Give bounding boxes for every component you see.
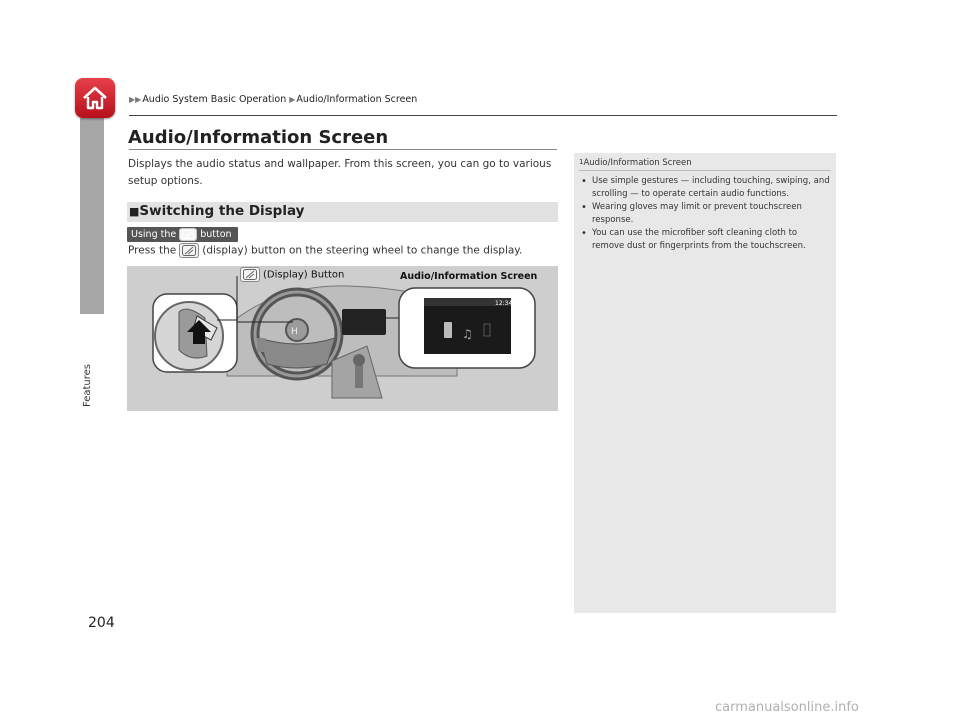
display-button-icon [179,243,199,258]
title-divider [129,149,557,150]
svg-text:H: H [291,327,298,337]
section-heading [129,203,304,219]
section-square-icon: ■ [129,205,140,218]
header-divider [129,115,837,116]
svg-text:♫: ♫ [462,327,473,341]
breadcrumb-item-audio-info[interactable]: Audio/Information Screen [296,94,418,105]
note-title [579,158,692,168]
intro-paragraph: Displays the audio status and wallpaper. From this screen, you can go to various setup options. [128,158,552,187]
side-tab-strip [80,118,104,314]
note-item: • Use simple gestures — including touching, swiping, and scrolling — to operate certain audio functions. [579,175,831,201]
watermark: carmanualsonline.info [715,700,859,715]
breadcrumb-item-audio-basic[interactable]: Audio System Basic Operation [142,94,287,105]
section-side-label[interactable]: Features [82,364,93,408]
section-heading-text: Switching the Display [139,203,305,219]
instruction-after: (display) button on the steering wheel to change the display. [202,244,523,257]
instruction-text [128,243,522,258]
note-item: • You can use the microfiber soft cleaning cloth to remove dust or fingerprints from the touchscreen. [579,227,831,253]
display-button-callout [237,267,344,282]
instruction-before: Press the [128,244,177,257]
page-title: Audio/Information Screen [128,127,389,148]
note-item: • Wearing gloves may limit or prevent touchscreen response. [579,201,831,227]
screen-clock: 12:34 [495,300,513,307]
note-divider [579,170,831,171]
display-button-callout-text: (Display) Button [263,269,345,281]
tag-suffix: button [200,229,232,240]
display-button-icon [240,267,260,282]
home-button[interactable] [75,78,115,118]
home-icon [81,84,109,112]
breadcrumb-arrow-icon: ▶▶ [129,95,142,104]
note-list [579,175,831,253]
audio-screen-callout: Audio/Information Screen [400,271,538,282]
note-title-text: Audio/Information Screen [583,158,692,168]
note-marker-icon: 1 [579,158,584,166]
page-number: 204 [88,615,115,631]
tag-prefix: Using the [131,229,177,240]
display-button-icon [179,228,197,241]
usage-tag [127,227,238,242]
breadcrumb-arrow-icon: ▶ [289,95,296,104]
breadcrumb [129,94,417,105]
